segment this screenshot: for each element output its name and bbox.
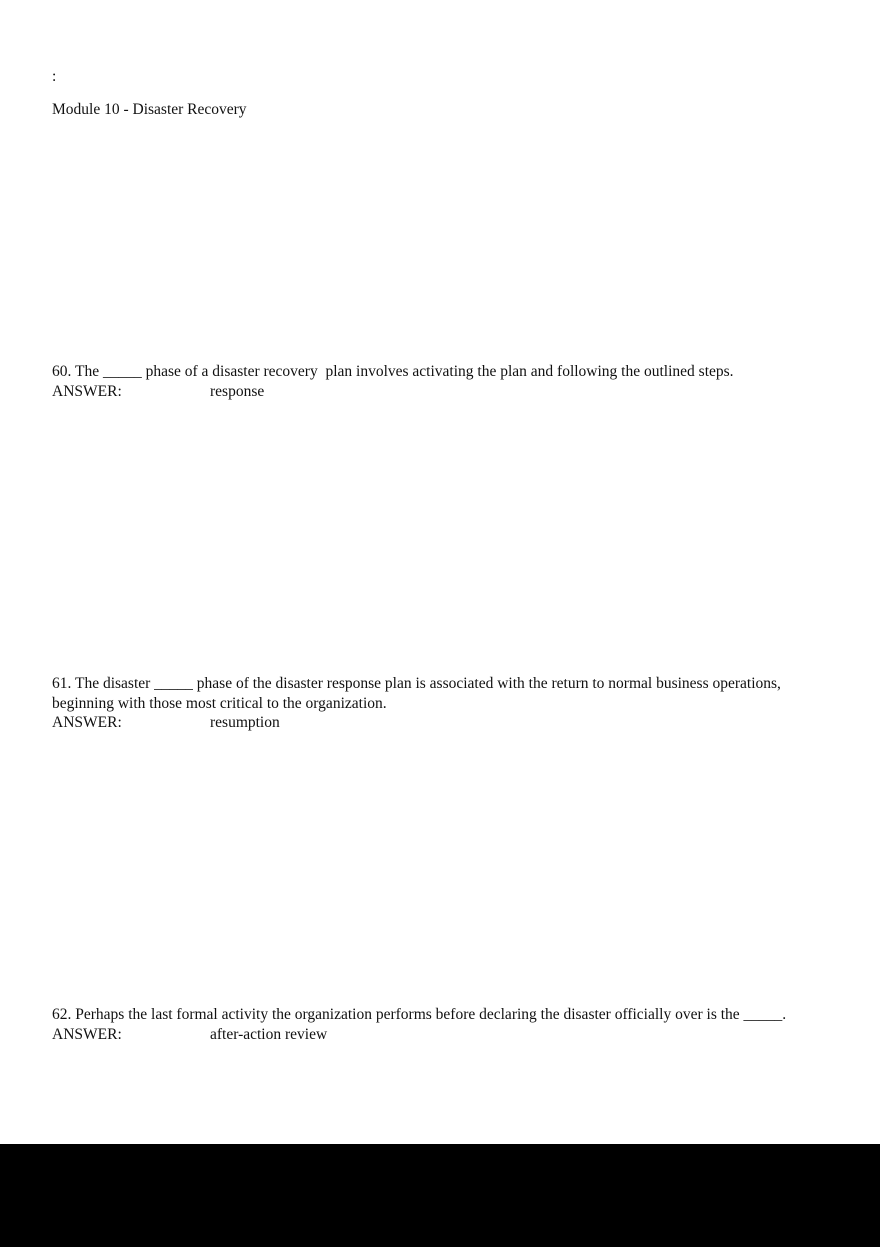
- answer-row: [52, 382, 842, 402]
- answer-label: ANSWER:: [52, 382, 122, 400]
- question-61: [52, 674, 842, 733]
- answer-label: ANSWER:: [52, 714, 122, 731]
- question-text: 61. The disaster _____ phase of the disaster response plan is associated with the return to normal business operations,: [52, 675, 781, 692]
- answer-row: [52, 1025, 842, 1045]
- question-text: 62. Perhaps the last formal activity the organization performs before declaring the disaster officially over is the _____.: [52, 1006, 787, 1023]
- module-title: Module 10 - Disaster Recovery: [52, 101, 247, 118]
- answer-label: ANSWER:: [52, 1025, 122, 1043]
- answer-value: resumption: [210, 714, 280, 731]
- question-text: 60. The _____ phase of a disaster recovery plan involves activating the plan and following the outlined steps.: [52, 363, 734, 380]
- answer-row: [52, 713, 842, 733]
- answer-value: response: [210, 382, 265, 400]
- question-60: [52, 362, 842, 402]
- question-text-continued: beginning with those most critical to the organization.: [52, 694, 387, 712]
- bottom-black-band: [0, 1144, 880, 1247]
- answer-value: after-action review: [210, 1025, 328, 1043]
- question-62: [52, 1005, 842, 1045]
- header-mark: :: [52, 68, 57, 85]
